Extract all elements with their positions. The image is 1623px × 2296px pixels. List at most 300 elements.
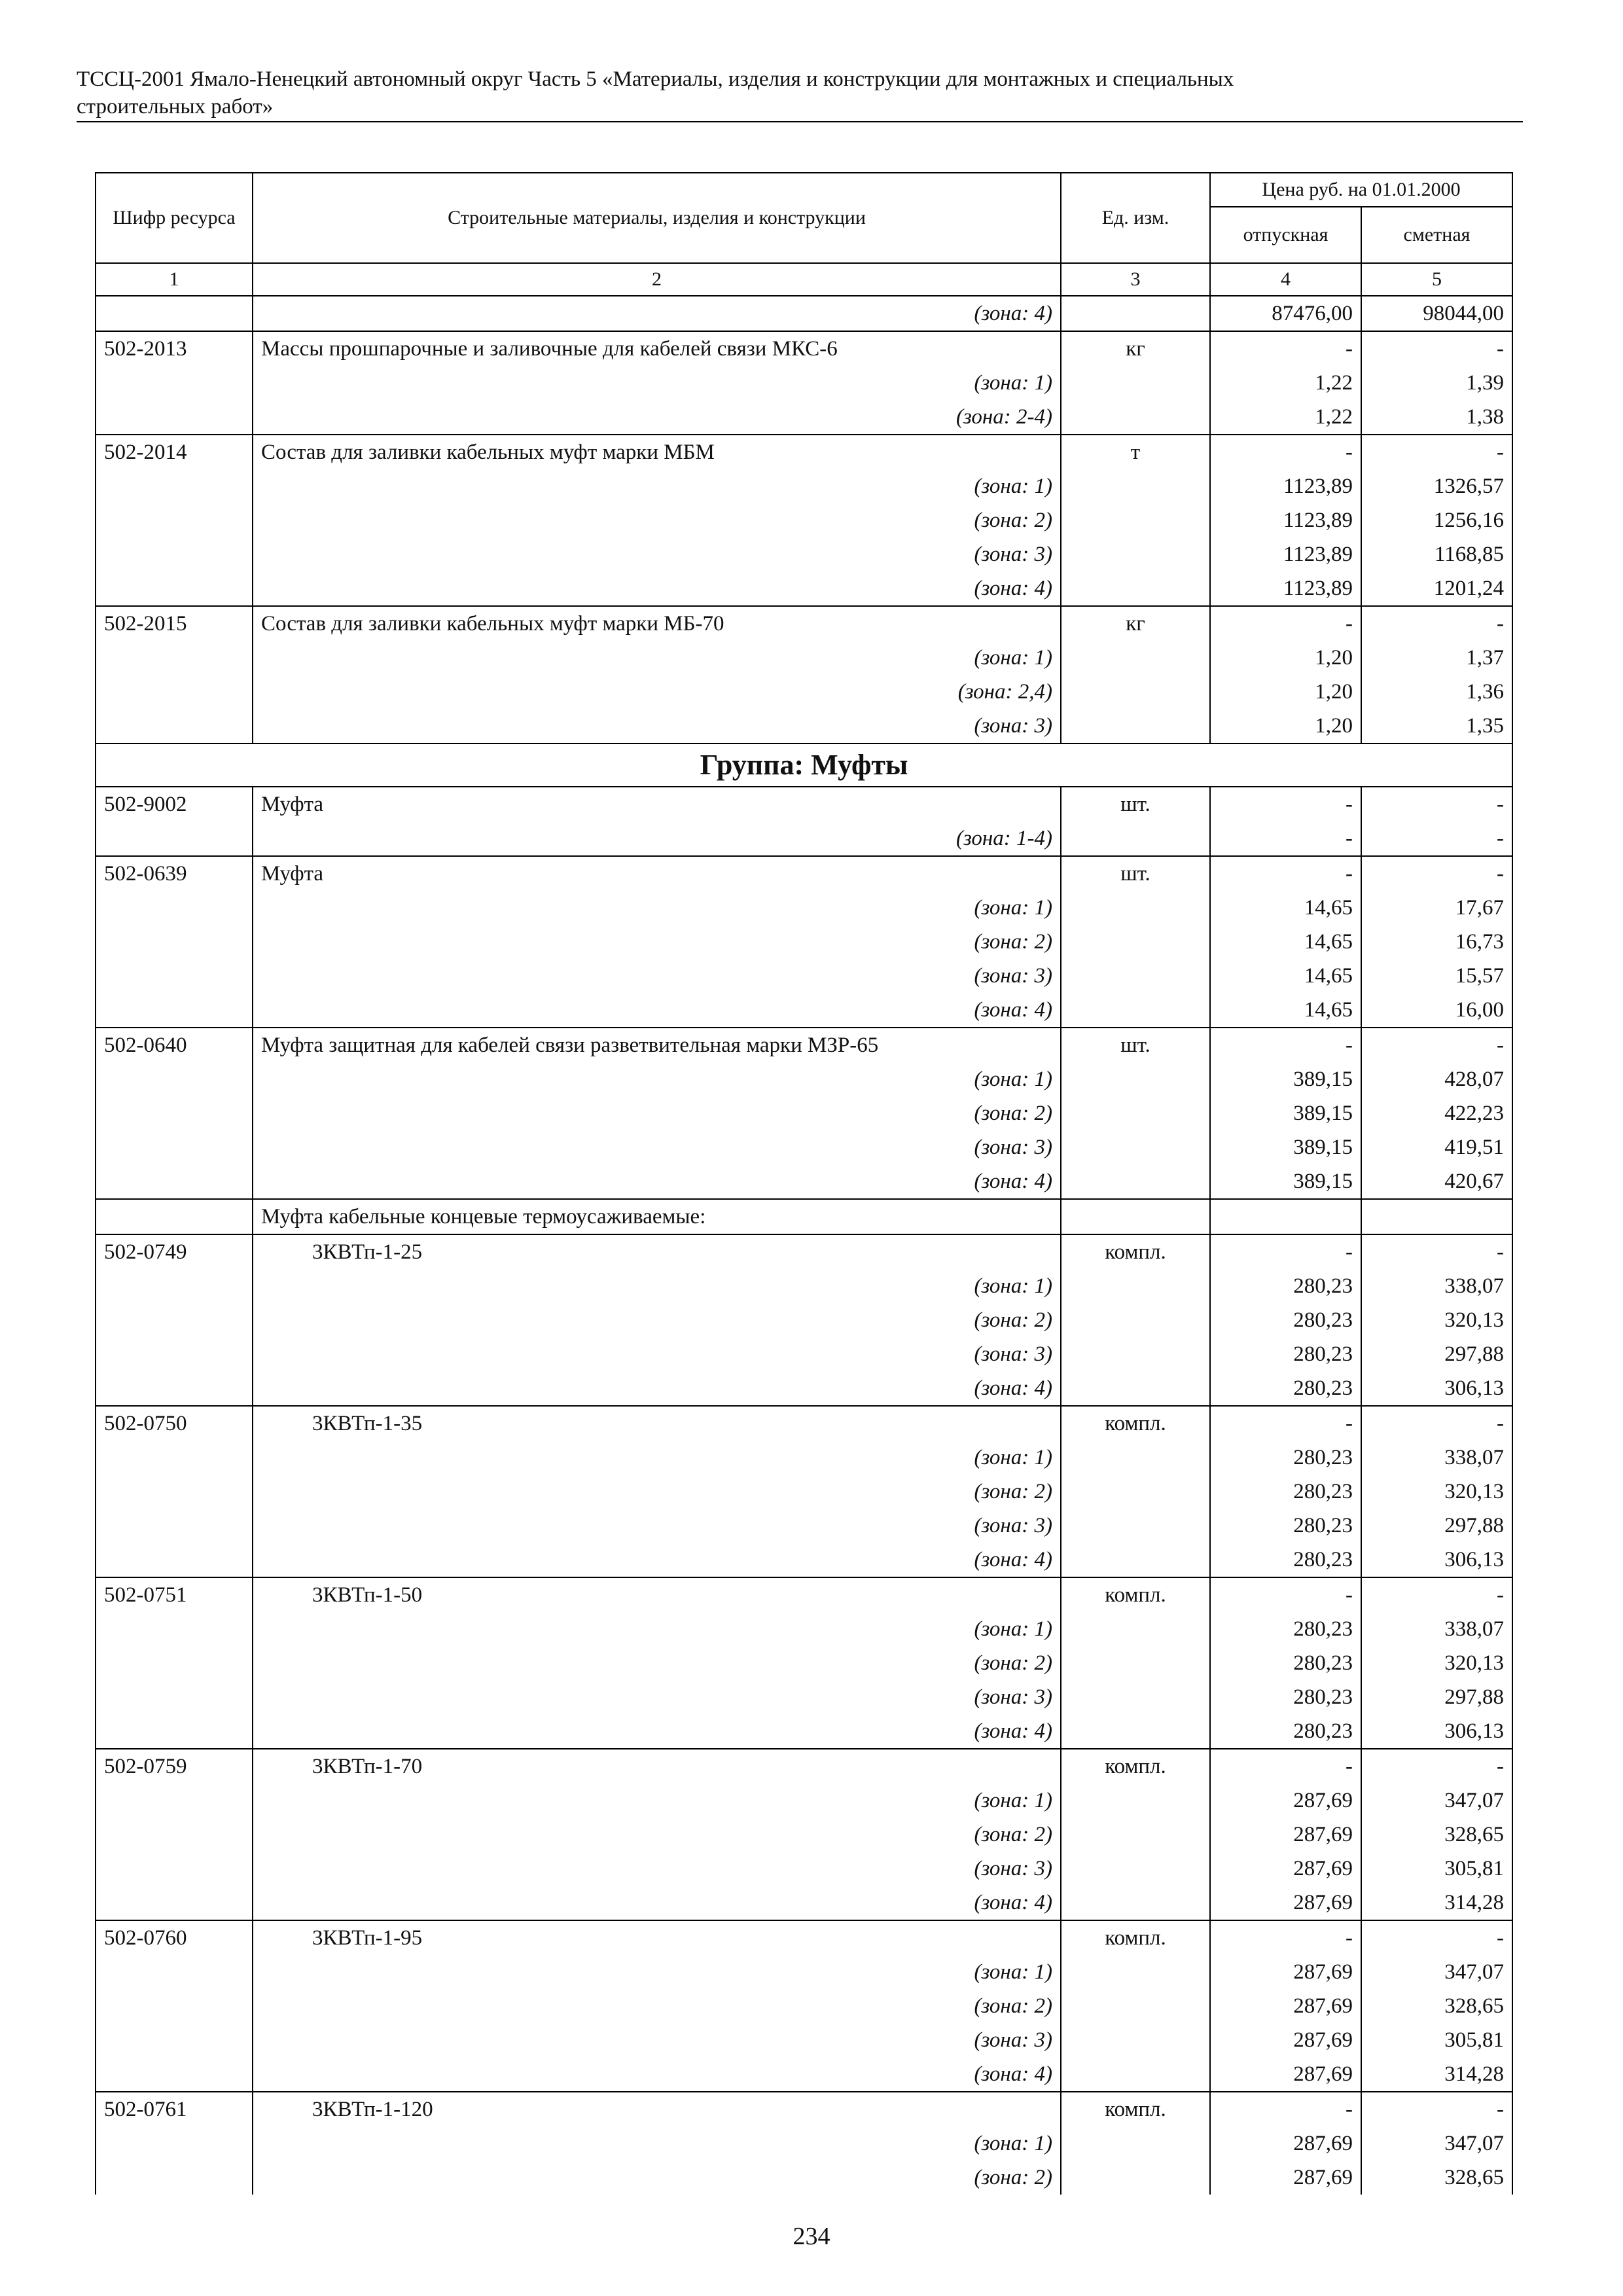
release-price: - xyxy=(1210,606,1361,641)
material-name: Состав для заливки кабельных муфт марки МБ-70 xyxy=(253,606,1061,641)
table-row xyxy=(96,1234,1512,1269)
resource-code xyxy=(96,641,253,675)
resource-code xyxy=(96,1543,253,1577)
column-number: 5 xyxy=(1361,263,1512,296)
zone-row xyxy=(96,1371,1512,1406)
estimate-price: 347,07 xyxy=(1361,2126,1512,2161)
zone-label: (зона: 2) xyxy=(253,925,1061,959)
zone-row xyxy=(96,1955,1512,1989)
page-number: 234 xyxy=(793,2223,830,2250)
unit xyxy=(1061,1337,1210,1371)
zone-label: (зона: 2) xyxy=(253,1303,1061,1337)
release-price: 287,69 xyxy=(1210,2126,1361,2161)
zone-row xyxy=(96,571,1512,606)
unit xyxy=(1061,1818,1210,1852)
zone-row xyxy=(96,709,1512,744)
zone-label: (зона: 4) xyxy=(253,1371,1061,1406)
unit xyxy=(1061,1989,1210,2023)
unit: шт. xyxy=(1061,787,1210,821)
resource-code xyxy=(96,366,253,400)
unit: компл. xyxy=(1061,1749,1210,1784)
resource-code xyxy=(96,2161,253,2195)
resource-code xyxy=(96,503,253,537)
release-price: 389,15 xyxy=(1210,1062,1361,1096)
resource-code: 502-0760 xyxy=(96,1920,253,1955)
zone-row xyxy=(96,1714,1512,1749)
zone-row xyxy=(96,2126,1512,2161)
zone-label: (зона: 4) xyxy=(253,1714,1061,1749)
unit xyxy=(1061,1784,1210,1818)
material-name: Муфта xyxy=(253,856,1061,891)
zone-label: (зона: 1) xyxy=(253,1441,1061,1475)
zone-row xyxy=(96,1303,1512,1337)
zone-row xyxy=(96,1886,1512,1920)
document-header xyxy=(77,65,1523,120)
zone-label: (зона: 4) xyxy=(253,571,1061,606)
unit: компл. xyxy=(1061,1577,1210,1612)
unit xyxy=(1061,891,1210,925)
zone-label: (зона: 2) xyxy=(253,1646,1061,1680)
header-estimate-price: сметная xyxy=(1361,207,1512,263)
price-table xyxy=(95,172,1513,2195)
estimate-price: 1,39 xyxy=(1361,366,1512,400)
zone-row xyxy=(96,469,1512,503)
unit xyxy=(1061,1955,1210,1989)
header-unit: Ед. изм. xyxy=(1061,173,1210,263)
zone-row xyxy=(96,1475,1512,1509)
resource-code xyxy=(96,1784,253,1818)
resource-code xyxy=(96,1371,253,1406)
resource-code xyxy=(96,1269,253,1303)
estimate-price: 338,07 xyxy=(1361,1612,1512,1646)
unit xyxy=(1061,1269,1210,1303)
zone-row xyxy=(96,1441,1512,1475)
resource-code xyxy=(96,1130,253,1164)
resource-code xyxy=(96,2126,253,2161)
zone-label: (зона: 4) xyxy=(253,1886,1061,1920)
material-name: Массы прошпарочные и заливочные для кабелей связи МКС-6 xyxy=(253,331,1061,366)
resource-code xyxy=(96,1199,253,1234)
header-price: Цена руб. на 01.01.2000 xyxy=(1210,173,1512,207)
zone-label: (зона: 4) xyxy=(253,2057,1061,2092)
estimate-price: 1,38 xyxy=(1361,400,1512,435)
zone-label: (зона: 3) xyxy=(253,1509,1061,1543)
zone-label: (зона: 2) xyxy=(253,2161,1061,2195)
resource-code xyxy=(96,537,253,571)
header-line-1: ТССЦ-2001 Ямало-Ненецкий автономный округ Часть 5 «Материалы, изделия и конструкции для монтажных и специальных xyxy=(77,67,1234,91)
resource-code xyxy=(96,1714,253,1749)
resource-code xyxy=(96,925,253,959)
material-name: 3КВТп-1-95 xyxy=(253,1920,1061,1955)
release-price: 389,15 xyxy=(1210,1130,1361,1164)
unit: кг xyxy=(1061,606,1210,641)
zone-row xyxy=(96,993,1512,1028)
zone-row xyxy=(96,1818,1512,1852)
unit xyxy=(1061,2161,1210,2195)
estimate-price: 1,37 xyxy=(1361,641,1512,675)
table-row xyxy=(96,787,1512,821)
zone-label: (зона: 4) xyxy=(253,1164,1061,1199)
unit: шт. xyxy=(1061,856,1210,891)
release-price: - xyxy=(1210,1577,1361,1612)
unit xyxy=(1061,1164,1210,1199)
zone-row xyxy=(96,1852,1512,1886)
unit xyxy=(1061,821,1210,856)
zone-label: (зона: 1) xyxy=(253,2126,1061,2161)
zone-row xyxy=(96,1337,1512,1371)
zone-row xyxy=(96,675,1512,709)
release-price: 287,69 xyxy=(1210,1886,1361,1920)
zone-label: (зона: 2) xyxy=(253,1818,1061,1852)
zone-row xyxy=(96,1612,1512,1646)
unit xyxy=(1061,1680,1210,1714)
zone-label: (зона: 1) xyxy=(253,366,1061,400)
estimate-price: 98044,00 xyxy=(1361,296,1512,331)
zone-label: (зона: 3) xyxy=(253,2023,1061,2057)
release-price: 280,23 xyxy=(1210,1269,1361,1303)
estimate-price: 314,28 xyxy=(1361,1886,1512,1920)
unit xyxy=(1061,1646,1210,1680)
resource-code xyxy=(96,1852,253,1886)
resource-code xyxy=(96,469,253,503)
table-row xyxy=(96,1577,1512,1612)
estimate-price: - xyxy=(1361,1028,1512,1062)
zone-row xyxy=(96,641,1512,675)
estimate-price: 1201,24 xyxy=(1361,571,1512,606)
estimate-price: 328,65 xyxy=(1361,1989,1512,2023)
estimate-price: 1,35 xyxy=(1361,709,1512,744)
unit xyxy=(1061,641,1210,675)
estimate-price: - xyxy=(1361,1406,1512,1441)
unit xyxy=(1061,709,1210,744)
release-price: 389,15 xyxy=(1210,1096,1361,1130)
material-name: Состав для заливки кабельных муфт марки МБМ xyxy=(253,435,1061,469)
release-price: 280,23 xyxy=(1210,1543,1361,1577)
estimate-price: 297,88 xyxy=(1361,1509,1512,1543)
header-code: Шифр ресурса xyxy=(96,173,253,263)
estimate-price: - xyxy=(1361,821,1512,856)
resource-code xyxy=(96,1337,253,1371)
unit: кг xyxy=(1061,331,1210,366)
resource-code: 502-2013 xyxy=(96,331,253,366)
zone-row xyxy=(96,1784,1512,1818)
release-price: - xyxy=(1210,856,1361,891)
unit: компл. xyxy=(1061,2092,1210,2126)
unit xyxy=(1061,366,1210,400)
estimate-price: 1326,57 xyxy=(1361,469,1512,503)
zone-row xyxy=(96,2161,1512,2195)
estimate-price: 320,13 xyxy=(1361,1475,1512,1509)
resource-code xyxy=(96,1475,253,1509)
estimate-price: 314,28 xyxy=(1361,2057,1512,2092)
unit xyxy=(1061,296,1210,331)
zone-row xyxy=(96,959,1512,993)
unit xyxy=(1061,2126,1210,2161)
resource-code xyxy=(96,400,253,435)
estimate-price: 15,57 xyxy=(1361,959,1512,993)
resource-code xyxy=(96,1096,253,1130)
unit xyxy=(1061,2023,1210,2057)
resource-code xyxy=(96,1886,253,1920)
column-number: 4 xyxy=(1210,263,1361,296)
release-price: 280,23 xyxy=(1210,1475,1361,1509)
release-price: 287,69 xyxy=(1210,2161,1361,2195)
release-price: 1,20 xyxy=(1210,641,1361,675)
resource-code: 502-2015 xyxy=(96,606,253,641)
release-price: 287,69 xyxy=(1210,1818,1361,1852)
release-price: 280,23 xyxy=(1210,1441,1361,1475)
unit xyxy=(1061,1475,1210,1509)
zone-label: (зона: 2) xyxy=(253,1989,1061,2023)
resource-code xyxy=(96,675,253,709)
unit xyxy=(1061,1371,1210,1406)
zone-label: (зона: 3) xyxy=(253,959,1061,993)
table-row xyxy=(96,1920,1512,1955)
release-price: - xyxy=(1210,1749,1361,1784)
zone-row xyxy=(96,821,1512,856)
resource-code xyxy=(96,571,253,606)
unit xyxy=(1061,959,1210,993)
table-row xyxy=(96,2092,1512,2126)
release-price: 1,22 xyxy=(1210,366,1361,400)
zone-row xyxy=(96,891,1512,925)
header-line-2: строительных работ» xyxy=(77,95,274,118)
resource-code xyxy=(96,1303,253,1337)
estimate-price: - xyxy=(1361,787,1512,821)
unit xyxy=(1061,469,1210,503)
estimate-price: 1,36 xyxy=(1361,675,1512,709)
unit xyxy=(1061,2057,1210,2092)
estimate-price: 428,07 xyxy=(1361,1062,1512,1096)
subheading-text: Муфта кабельные концевые термоусаживаемые: xyxy=(253,1199,1061,1234)
resource-code xyxy=(96,1818,253,1852)
resource-code xyxy=(96,891,253,925)
release-price: 287,69 xyxy=(1210,1989,1361,2023)
estimate-price: 420,67 xyxy=(1361,1164,1512,1199)
zone-row xyxy=(96,366,1512,400)
release-price: - xyxy=(1210,821,1361,856)
resource-code xyxy=(96,1955,253,1989)
table-row xyxy=(96,331,1512,366)
unit xyxy=(1061,1852,1210,1886)
estimate-price: - xyxy=(1361,435,1512,469)
resource-code xyxy=(96,1062,253,1096)
zone-label: (зона: 1) xyxy=(253,641,1061,675)
estimate-price: 305,81 xyxy=(1361,1852,1512,1886)
resource-code: 502-9002 xyxy=(96,787,253,821)
header-rule xyxy=(77,121,1523,122)
resource-code xyxy=(96,959,253,993)
resource-code xyxy=(96,296,253,331)
release-price: - xyxy=(1210,787,1361,821)
release-price: 1123,89 xyxy=(1210,469,1361,503)
unit xyxy=(1061,1612,1210,1646)
material-name: 3КВТп-1-35 xyxy=(253,1406,1061,1441)
resource-code: 502-0761 xyxy=(96,2092,253,2126)
release-price: 389,15 xyxy=(1210,1164,1361,1199)
zone-row xyxy=(96,1989,1512,2023)
unit xyxy=(1061,1096,1210,1130)
release-price: 1123,89 xyxy=(1210,503,1361,537)
zone-row xyxy=(96,503,1512,537)
column-numbers-row xyxy=(96,263,1512,296)
zone-row xyxy=(96,2023,1512,2057)
column-number: 1 xyxy=(96,263,253,296)
estimate-price: 422,23 xyxy=(1361,1096,1512,1130)
release-price: - xyxy=(1210,1406,1361,1441)
zone-label: (зона: 2) xyxy=(253,1475,1061,1509)
resource-code xyxy=(96,993,253,1028)
estimate-price: - xyxy=(1361,606,1512,641)
unit xyxy=(1061,1509,1210,1543)
resource-code xyxy=(96,1646,253,1680)
material-name: 3КВТп-1-50 xyxy=(253,1577,1061,1612)
material-name: Муфта защитная для кабелей связи разветвительная марки МЗР-65 xyxy=(253,1028,1061,1062)
table-row xyxy=(96,1028,1512,1062)
resource-code xyxy=(96,821,253,856)
subheading-row xyxy=(96,1199,1512,1234)
zone-row xyxy=(96,1543,1512,1577)
release-price: 280,23 xyxy=(1210,1509,1361,1543)
unit xyxy=(1061,571,1210,606)
zone-label: (зона: 4) xyxy=(253,296,1061,331)
zone-row xyxy=(96,1164,1512,1199)
table-row xyxy=(96,1406,1512,1441)
zone-row xyxy=(96,1509,1512,1543)
zone-label: (зона: 1) xyxy=(253,1784,1061,1818)
release-price: 287,69 xyxy=(1210,1955,1361,1989)
estimate-price: - xyxy=(1361,1234,1512,1269)
unit: компл. xyxy=(1061,1406,1210,1441)
estimate-price: - xyxy=(1361,331,1512,366)
release-price: 287,69 xyxy=(1210,1784,1361,1818)
column-number: 2 xyxy=(253,263,1061,296)
release-price: 280,23 xyxy=(1210,1371,1361,1406)
release-price: - xyxy=(1210,331,1361,366)
resource-code: 502-0639 xyxy=(96,856,253,891)
zone-row xyxy=(96,537,1512,571)
release-price: 280,23 xyxy=(1210,1714,1361,1749)
zone-label: (зона: 1-4) xyxy=(253,821,1061,856)
unit xyxy=(1061,1062,1210,1096)
unit xyxy=(1061,675,1210,709)
zone-label: (зона: 3) xyxy=(253,709,1061,744)
resource-code xyxy=(96,1441,253,1475)
estimate-price: 320,13 xyxy=(1361,1303,1512,1337)
release-price: 1,22 xyxy=(1210,400,1361,435)
estimate-price: 347,07 xyxy=(1361,1955,1512,1989)
material-name: Муфта xyxy=(253,787,1061,821)
table-row xyxy=(96,856,1512,891)
unit xyxy=(1061,503,1210,537)
release-price: - xyxy=(1210,435,1361,469)
release-price: 280,23 xyxy=(1210,1303,1361,1337)
release-price: 280,23 xyxy=(1210,1337,1361,1371)
estimate-price: - xyxy=(1361,2092,1512,2126)
zone-label: (зона: 1) xyxy=(253,891,1061,925)
estimate-price: - xyxy=(1361,856,1512,891)
resource-code xyxy=(96,709,253,744)
zone-label: (зона: 1) xyxy=(253,1269,1061,1303)
zone-row xyxy=(96,1646,1512,1680)
estimate-price: 320,13 xyxy=(1361,1646,1512,1680)
zone-label: (зона: 3) xyxy=(253,1852,1061,1886)
unit: т xyxy=(1061,435,1210,469)
release-price: - xyxy=(1210,1234,1361,1269)
estimate-price: - xyxy=(1361,1749,1512,1784)
estimate-price: 306,13 xyxy=(1361,1714,1512,1749)
zone-label: (зона: 1) xyxy=(253,1955,1061,1989)
zone-label: (зона: 1) xyxy=(253,1062,1061,1096)
release-price xyxy=(1210,1199,1361,1234)
group-heading: Группа: Муфты xyxy=(96,744,1512,787)
material-name: 3КВТп-1-70 xyxy=(253,1749,1061,1784)
header-name: Строительные материалы, изделия и конструкции xyxy=(253,173,1061,263)
release-price: 1,20 xyxy=(1210,709,1361,744)
unit xyxy=(1061,400,1210,435)
zone-label: (зона: 2-4) xyxy=(253,400,1061,435)
table-row xyxy=(96,435,1512,469)
estimate-price: 1168,85 xyxy=(1361,537,1512,571)
estimate-price: 338,07 xyxy=(1361,1269,1512,1303)
zone-row xyxy=(96,1130,1512,1164)
release-price: 1,20 xyxy=(1210,675,1361,709)
resource-code xyxy=(96,1164,253,1199)
estimate-price xyxy=(1361,1199,1512,1234)
estimate-price: 16,00 xyxy=(1361,993,1512,1028)
zone-label: (зона: 3) xyxy=(253,1130,1061,1164)
release-price: - xyxy=(1210,1920,1361,1955)
resource-code xyxy=(96,1612,253,1646)
estimate-price: 305,81 xyxy=(1361,2023,1512,2057)
zone-label: (зона: 3) xyxy=(253,1680,1061,1714)
release-price: 14,65 xyxy=(1210,925,1361,959)
release-price: 1123,89 xyxy=(1210,571,1361,606)
material-name: 3КВТп-1-25 xyxy=(253,1234,1061,1269)
zone-row xyxy=(96,1096,1512,1130)
resource-code: 502-0759 xyxy=(96,1749,253,1784)
zone-row xyxy=(96,2057,1512,2092)
unit xyxy=(1061,1886,1210,1920)
zone-label: (зона: 3) xyxy=(253,537,1061,571)
estimate-price: 17,67 xyxy=(1361,891,1512,925)
estimate-price: 328,65 xyxy=(1361,2161,1512,2195)
release-price: 14,65 xyxy=(1210,891,1361,925)
resource-code xyxy=(96,2023,253,2057)
release-price: 14,65 xyxy=(1210,959,1361,993)
group-heading-row xyxy=(96,744,1512,787)
estimate-price: 306,13 xyxy=(1361,1371,1512,1406)
release-price: 1123,89 xyxy=(1210,537,1361,571)
estimate-price: 306,13 xyxy=(1361,1543,1512,1577)
unit: компл. xyxy=(1061,1234,1210,1269)
zone-label: (зона: 1) xyxy=(253,1612,1061,1646)
column-number: 3 xyxy=(1061,263,1210,296)
release-price: 280,23 xyxy=(1210,1612,1361,1646)
header-release-price: отпускная xyxy=(1210,207,1361,263)
release-price: 287,69 xyxy=(1210,1852,1361,1886)
zone-row xyxy=(96,925,1512,959)
zone-label: (зона: 4) xyxy=(253,993,1061,1028)
release-price: 87476,00 xyxy=(1210,296,1361,331)
table-header-row xyxy=(96,173,1512,207)
unit xyxy=(1061,925,1210,959)
estimate-price: 297,88 xyxy=(1361,1337,1512,1371)
material-name: 3КВТп-1-120 xyxy=(253,2092,1061,2126)
table-row xyxy=(96,1749,1512,1784)
estimate-price: 419,51 xyxy=(1361,1130,1512,1164)
zone-label: (зона: 2) xyxy=(253,503,1061,537)
